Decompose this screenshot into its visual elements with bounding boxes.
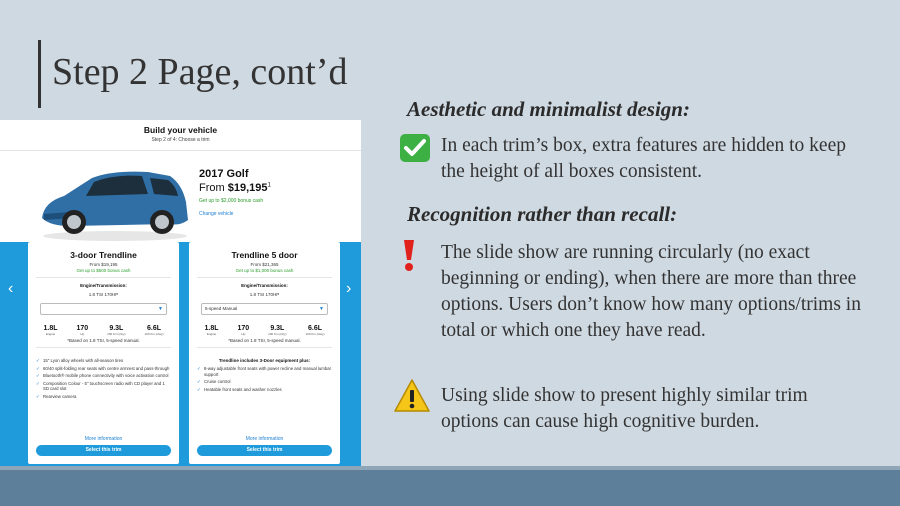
stat-hp [76, 325, 88, 336]
trim-stats [28, 325, 179, 336]
stat-city [107, 325, 125, 336]
engine-value: 1.8 TSI 170HP [249, 292, 280, 297]
stat-value: 6.6L [307, 325, 322, 332]
select-trim-button[interactable]: Select this trim [197, 445, 332, 456]
point-text: The slide show are running circularly (no exact beginning or ending), when there are more than three options. Users don’t know how many options/trims in total or which one they have read. [441, 242, 861, 341]
model-info [199, 168, 271, 217]
stat-unit: Engine [45, 332, 56, 336]
build-step: Step 2 of 4: Choose a trim [151, 137, 210, 143]
check-mark-icon [399, 133, 431, 163]
feature-item: ✓ 60/40 split-folding rear seats with centre armrest and pass-through [36, 366, 171, 372]
stat-engine [43, 325, 57, 336]
transmission-select[interactable] [40, 303, 167, 315]
price-from-label: From [199, 182, 225, 194]
model-name: 2017 Golf [199, 168, 249, 180]
engine-label: Engine/Transmission: [80, 283, 127, 288]
stat-value: 170 [237, 325, 250, 332]
model-bonus: Get up to $2,000 bonus cash [199, 198, 264, 204]
divider [197, 347, 332, 348]
stat-value: 1.8L [204, 325, 219, 332]
stat-unit: Engine [206, 332, 217, 336]
more-information-link[interactable]: More information [84, 436, 123, 442]
feature-item: ✓ Heatable front seats and washer nozzles [197, 387, 332, 393]
divider [36, 347, 171, 348]
carousel-next-arrow-icon[interactable]: › [346, 280, 352, 297]
trim-title: 3-door Trendline [70, 250, 137, 260]
point-text: Using slide show to present highly similar trim options can cause high cognitive burden. [441, 385, 808, 432]
price-value: $19,195 [227, 182, 268, 194]
divider [36, 277, 171, 278]
stat-unit: 100 Km (City) [107, 332, 126, 336]
feature-item: ✓ Cruise control [197, 379, 332, 385]
footer-band [0, 470, 900, 506]
car-image [30, 158, 195, 243]
features-heading: Trendline includes 3-Door equipment plus: [218, 358, 311, 363]
warning-icon [393, 378, 431, 414]
stat-hp [237, 325, 249, 336]
stat-unit: 100 Km (City) [268, 332, 287, 336]
feature-item: ✓ Bluetooth® mobile phone connectivity with voice activation control [36, 373, 171, 379]
stat-unit: Hp [241, 332, 246, 336]
feature-item: ✓ Rearview camera [36, 394, 171, 400]
trim-price: From $19,195 [89, 262, 118, 267]
trim-card-trendline-5-door [189, 242, 340, 464]
title-accent-bar [38, 40, 41, 108]
divider [197, 277, 332, 278]
embedded-screenshot [0, 120, 361, 467]
point-text: In each trim’s box, extra features are hidden to keep the height of all boxes consistent. [441, 135, 846, 182]
stat-hwy [144, 325, 163, 336]
model-price [199, 182, 271, 194]
exclamation-icon [399, 238, 419, 272]
feature-item: ✓ 15" Lyon alloy wheels with all-season tires [36, 358, 171, 364]
stats-note: *Based on 1.8 TSI, 5-speed manual. [67, 338, 140, 343]
trim-stats [189, 325, 340, 336]
stats-note: *Based on 1.8 TSI, 5-speed manual. [228, 338, 301, 343]
stat-value: 9.3L [270, 325, 285, 332]
stat-unit: Hp [80, 332, 85, 336]
build-title: Build your vehicle [143, 125, 218, 135]
feature-list [36, 358, 171, 399]
more-information-link[interactable]: More information [245, 436, 284, 442]
stat-unit: 100 Km (Hwy) [305, 332, 325, 336]
chevron-down-icon: ▼ [158, 306, 163, 312]
feature-item: ✓ Composition Colour - 5" touchscreen radio with CD player and 1 SD card slot [36, 381, 171, 392]
section-heading-aesthetic: Aesthetic and minimalist design: [407, 97, 690, 121]
stat-unit: 100 Km (Hwy) [144, 332, 164, 336]
stat-value: 9.3L [109, 325, 124, 332]
stat-engine [204, 325, 218, 336]
stat-city [268, 325, 286, 336]
stat-value: 6.6L [146, 325, 161, 332]
feature-item: ✓ 8-way adjustable front seats with power recline and manual lumbar support [197, 366, 332, 377]
trim-bonus: Get up to $1,000 bonus cash [235, 268, 294, 273]
trim-title: Trendline 5 door [231, 250, 298, 260]
transmission-select[interactable] [201, 303, 328, 315]
trim-card-3-door-trendline [28, 242, 179, 464]
build-header [0, 120, 361, 151]
stat-value: 170 [76, 325, 89, 332]
change-vehicle-link[interactable]: Change vehicle [199, 211, 234, 217]
engine-value: 1.8 TSI 170HP [88, 292, 119, 297]
engine-label: Engine/Transmission: [241, 283, 288, 288]
trim-bonus: Get up to $600 bonus cash [76, 268, 131, 273]
section-heading-recognition: Recognition rather than recall: [407, 202, 678, 226]
transmission-value: 5-speed Manual [205, 306, 238, 311]
price-footnote: 1 [267, 182, 271, 189]
feature-list [197, 358, 332, 392]
carousel-prev-arrow-icon[interactable]: ‹ [8, 280, 14, 297]
select-trim-button[interactable]: Select this trim [36, 445, 171, 456]
stat-hwy [305, 325, 324, 336]
stat-value: 1.8L [43, 325, 58, 332]
chevron-down-icon: ▼ [319, 306, 324, 312]
trim-price: From $21,365 [250, 262, 279, 267]
slide-title: Step 2 Page, cont’d [52, 51, 348, 93]
